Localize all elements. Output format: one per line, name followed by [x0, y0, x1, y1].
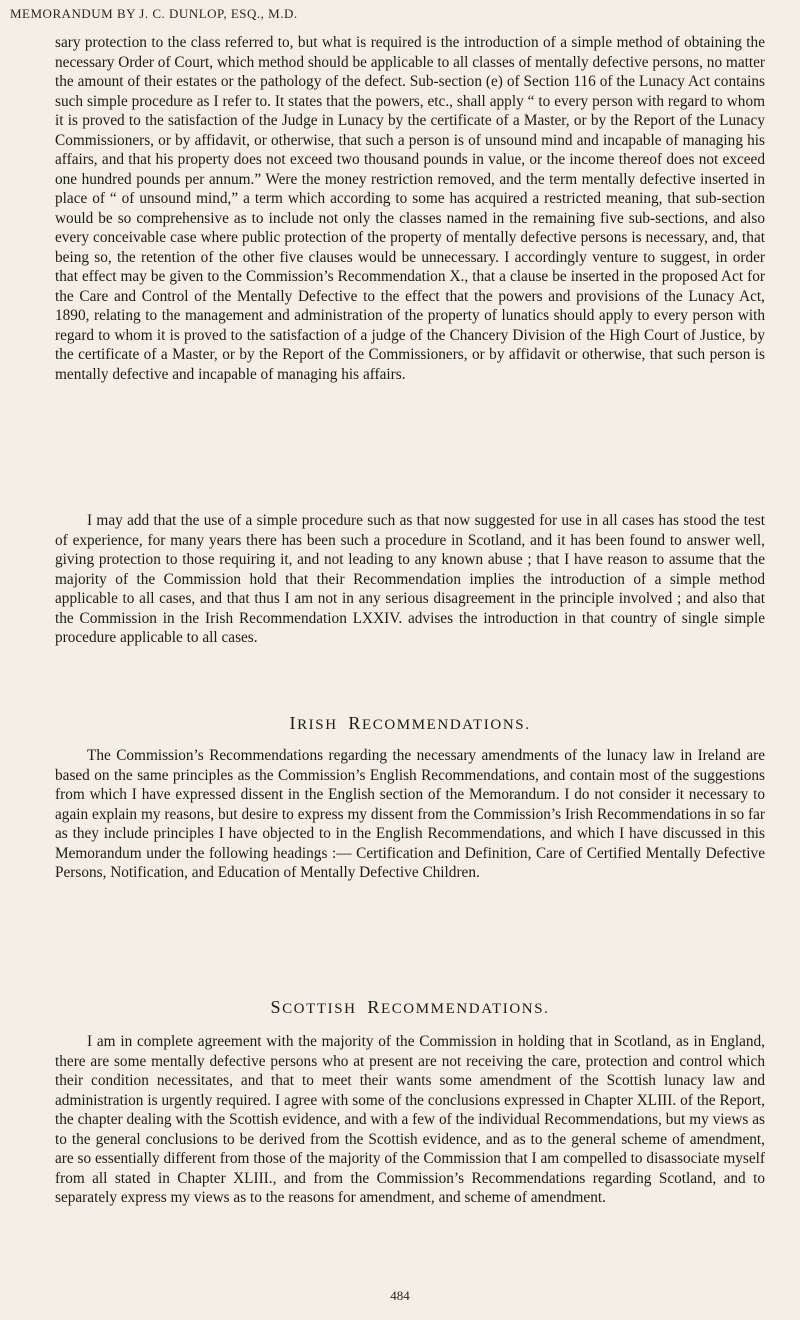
running-head: MEMORANDUM BY J. C. DUNLOP, ESQ., M.D.	[10, 6, 298, 21]
paragraph-simple-procedure	[55, 511, 765, 648]
paragraph-scottish	[55, 1032, 765, 1208]
paragraph-text: sary protection to the class referred to, but what is required is the introduction of a simple method of obtaining the necessary Order of Court, which method should be applicable to all classes of mentally defective persons, no matter the amount of their estates or the pathology of the defect. Sub-section (e) of Section 116 of the Lunacy Act contains such simple procedure as I refer to. It states that the powers, etc., shall apply “ to every person with regard to whom it is proved to the satisfaction of the Judge in Lunacy by the certificate of a Master, or by the Report of the Lunacy Commissioners, or by affidavit, or otherwise, that such a person is of unsound mind and incapable of managing his affairs, and that his property does not exceed two thousand pounds in value, or the income thereof does not exceed one hundred pounds per annum.” Were the money restriction removed, and the term mentally defective inserted in place of “ of unsound mind,” a term which according to some has acquired a restricted meaning, that sub-section would be so comprehensive as to include not only the classes named in the remaining five sub-sections, and also every conceivable case where public protection of the property of mentally defective persons is necessary, and, that being so, the retention of the other five clauses would be unnecessary. I accordingly venture to suggest, in order that effect may be given to the Commission’s Recommendation X., that a clause be inserted in the proposed Act for the Care and Control of the Mentally Defective to the effect that the powers and provisions of the Lunacy Act, 1890, relating to the management and administration of the property of lunatics should apply to every person with regard to whom it is proved to the satisfaction of a judge of the Chancery Division of the High Court of Justice, by the certificate of a Master, or by the Report of the Commissioners, or by affidavit or otherwise, that such person is mentally defective and incapable of managing his affairs.	[55, 34, 765, 383]
paragraph-text: I may add that the use of a simple procedure such as that now suggested for use in all cases has stood the test of experience, for many years there has been such a procedure in Scotland, and it has been found to answer well, giving protection to those requiring it, and not leading to any known abuse ; that I have reason to assume that the majority of the Commission hold that their Recommendation implies the introduction of a simple method applicable to all cases, and that thus I am not in any serious disagreement in the principle involved ; and also that the Commission in the Irish Recommendation LXXIV. advises the introduction in that country of single simple procedure applicable to all cases.	[55, 512, 765, 646]
paragraph-text: The Commission’s Recommendations regarding the necessary amendments of the lunacy law in Ireland are based on the same principles as the Commission’s English Recommendations, and contain most of the suggestions from which I have expressed dissent in the English section of the Memorandum. I do not consider it necessary to again explain my reasons, but desire to express my dissent from the Commission’s Irish Recommendations in so far as they include principles I have objected to in the English Recommendations, and which I have discussed in this Memorandum under the following headings :— Certification and Definition, Care of Certified Mentally Defective Persons, Notification, and Education of Mentally Defective Children.	[55, 747, 765, 881]
section-heading-scottish: SCOTTISH RECOMMENDATIONS.	[270, 997, 550, 1017]
page-number: 484	[390, 1288, 410, 1303]
paragraph-text: I am in complete agreement with the majority of the Commission in holding that in Scotland, as in England, there are some mentally defective persons who at present are not receiving the care, protection and control which their condition necessitates, and that to meet their wants some amendment of the Scottish lunacy law and administration is urgently required. I agree with some of the conclusions expressed in Chapter XLIII. of the Report, the chapter dealing with the Scottish evidence, and with a few of the individual Recommendations, but my views as to the general conclusions to be derived from the Scottish evidence, and as to the general scheme of amendment, are so essentially different from those of the majority of the Commission that I am compelled to disassociate myself from all stated in Chapter XLIII., and from the Commission’s Recommendations regarding Scotland, and to separately express my views as to the reasons for amendment, and scheme of amendment.	[55, 1033, 765, 1206]
paragraph-irish	[55, 746, 765, 883]
paragraph-continued	[55, 33, 765, 384]
section-heading-irish: IRISH RECOMMENDATIONS.	[289, 713, 531, 733]
